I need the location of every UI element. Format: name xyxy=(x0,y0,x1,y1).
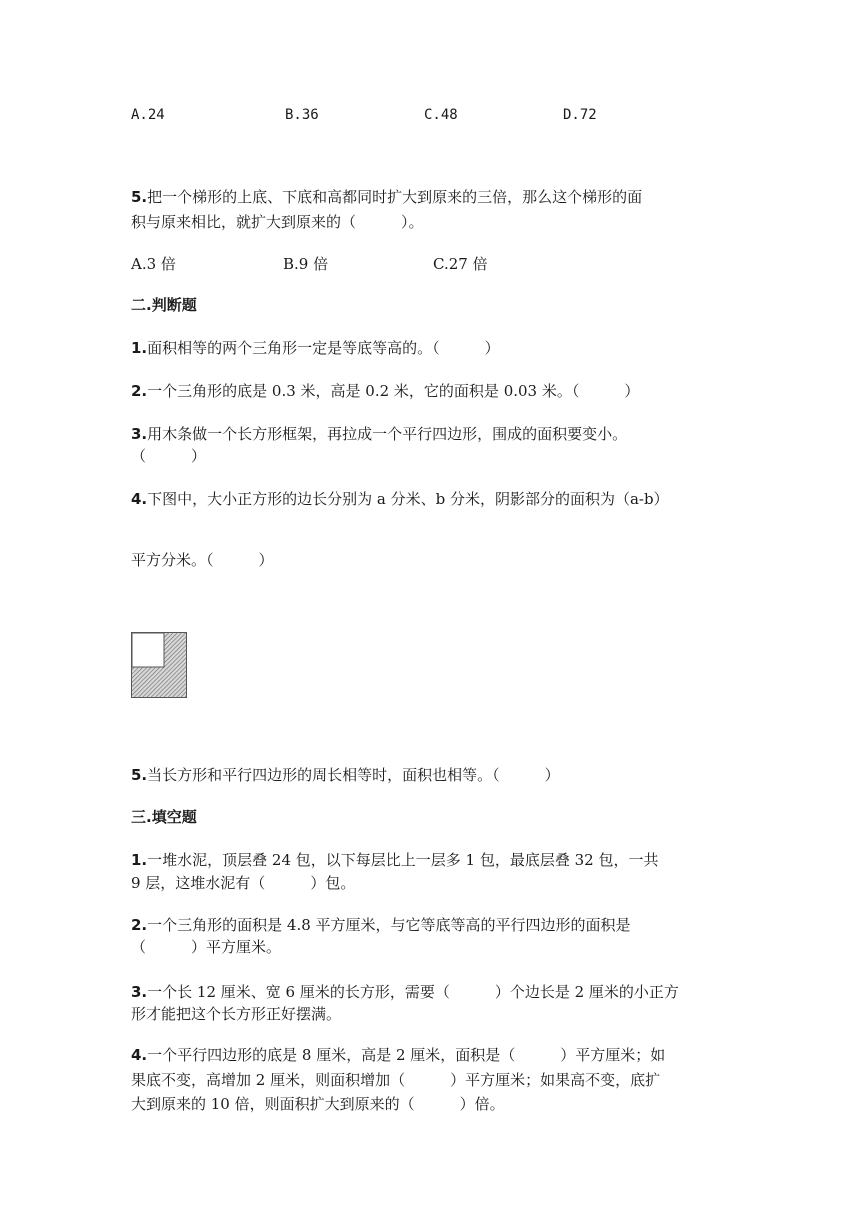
s3-item3: 3.一个长 12 厘米、宽 6 厘米的长方形，需要（ ）个边长是 2 厘米的小正方 xyxy=(131,983,679,1001)
s3-item4-cont2: 大到原来的 10 倍，则面积扩大到原来的（ ）倍。 xyxy=(131,1095,505,1113)
s3-item3-cont: 形才能把这个长方形正好摆满。 xyxy=(131,1005,342,1023)
s2-item3-cont: （ ） xyxy=(131,447,207,465)
s2-item2: 2.一个三角形的底是 0.3 米，高是 0.2 米，它的面积是 0.03 米。（ ） xyxy=(131,382,640,400)
q5-option-b: B.9 倍 xyxy=(283,255,329,273)
s3-item1: 1.一堆水泥，顶层叠 24 包，以下每层比上一层多 1 包，最底层叠 32 包，一共 xyxy=(131,851,659,869)
option-c: C.48 xyxy=(424,107,458,123)
small-square xyxy=(132,633,164,667)
q5-option-c: C.27 倍 xyxy=(433,255,488,273)
s3-item1-cont: 9 层，这堆水泥有（ ）包。 xyxy=(131,874,356,892)
s3-item4-cont: 果底不变，高增加 2 厘米，则面积增加（ ）平方厘米；如果高不变，底扩 xyxy=(131,1071,661,1089)
s2-item5: 5.当长方形和平行四边形的周长相等时，面积也相等。（ ） xyxy=(131,766,560,784)
q5-option-a: A.3 倍 xyxy=(131,255,176,273)
squares-figure xyxy=(131,632,187,698)
s2-item1: 1.面积相等的两个三角形一定是等底等高的。（ ） xyxy=(131,339,500,357)
option-b: B.36 xyxy=(285,107,319,123)
q5-line1: 5.把一个梯形的上底、下底和高都同时扩大到原来的三倍，那么这个梯形的面 xyxy=(131,188,643,206)
s2-item3: 3.用木条做一个长方形框架，再拉成一个平行四边形，围成的面积要变小。 xyxy=(131,425,628,443)
option-d: D.72 xyxy=(563,107,597,123)
q5-line2: 积与原来相比，就扩大到原来的（ ）。 xyxy=(131,213,424,231)
option-a: A.24 xyxy=(131,107,165,123)
s3-item2: 2.一个三角形的面积是 4.8 平方厘米，与它等底等高的平行四边形的面积是 xyxy=(131,916,631,934)
section2-title: 二.判断题 xyxy=(131,296,197,314)
s2-item4: 4.下图中，大小正方形的边长分别为 a 分米、b 分米，阴影部分的面积为（a-b） xyxy=(131,490,669,508)
s3-item4: 4.一个平行四边形的底是 8 厘米，高是 2 厘米，面积是（ ）平方厘米；如 xyxy=(131,1046,666,1064)
s2-item4-cont: 平方分米。（ ） xyxy=(131,551,274,569)
section3-title: 三.填空题 xyxy=(131,808,197,826)
s3-item2-cont: （ ）平方厘米。 xyxy=(131,938,282,956)
